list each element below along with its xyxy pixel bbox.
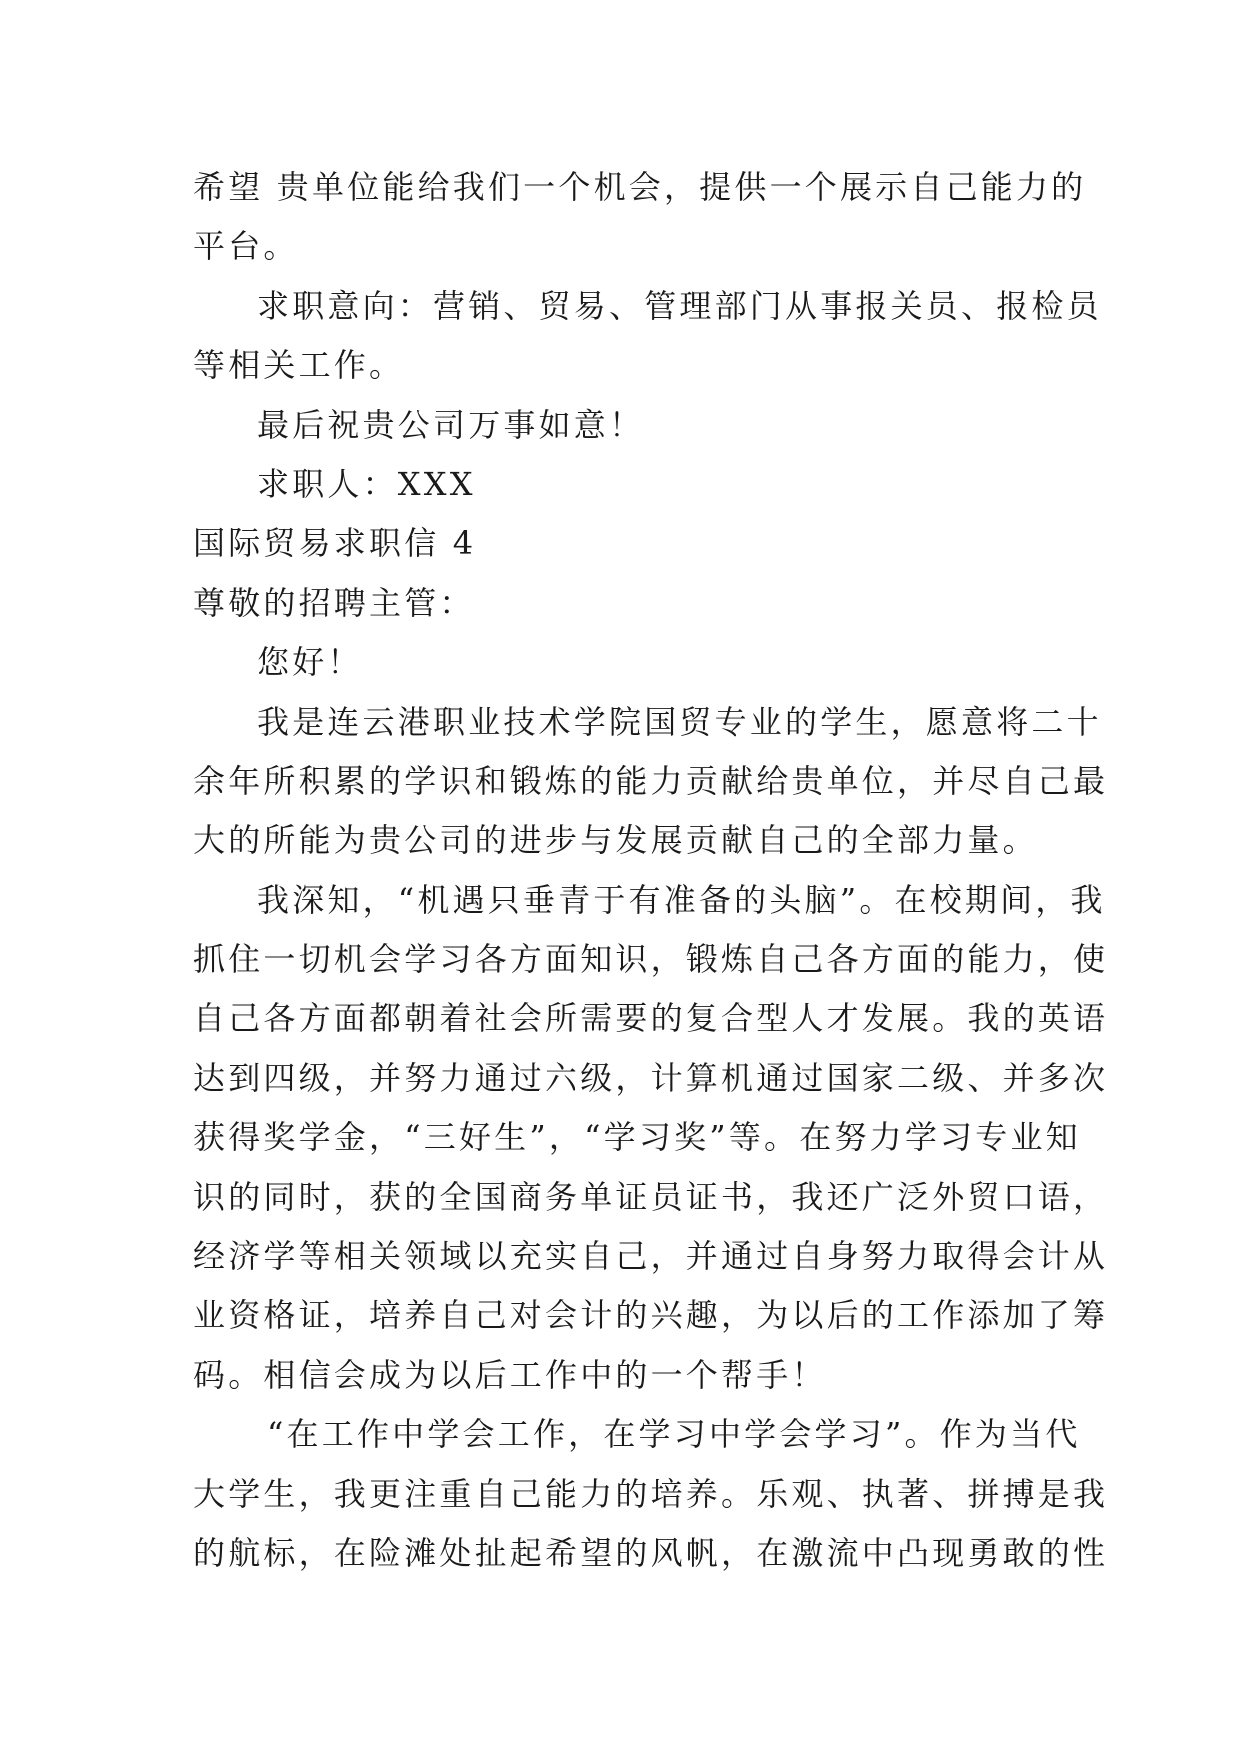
text-line: 希望 贵单位能给我们一个机会，提供一个展示自己能力的	[193, 168, 1087, 206]
document-body	[193, 158, 1109, 1583]
greeting: 您好！	[257, 643, 363, 682]
text-line: 业资格证，培养自己对会计的兴趣，为以后的工作添加了筹	[193, 1296, 1109, 1335]
text-line: 我深知，“机遇只垂青于有准备的头脑”。在校期间，我	[257, 880, 1106, 919]
text-line: 余年所积累的学识和锻炼的能力贡献给贵单位，并尽自己最	[193, 761, 1109, 800]
text-line: 我是连云港职业技术学院国贸专业的学生，愿意将二十	[257, 702, 1102, 741]
applicant-signature: 求职人：XXX	[257, 464, 476, 503]
text-line: 识的同时，获的全国商务单证员证书，我还广泛外贸口语，	[193, 1177, 1109, 1216]
section-heading: 国际贸易求职信 4	[193, 524, 477, 563]
text-line: 等相关工作。	[193, 346, 405, 385]
text-line: 抓住一切机会学习各方面知识，锻炼自己各方面的能力，使	[193, 940, 1109, 979]
text-line: 自己各方面都朝着社会所需要的复合型人才发展。我的英语	[193, 999, 1109, 1038]
text-line: 的航标，在险滩处扯起希望的风帆，在激流中凸现勇敢的性	[193, 1533, 1109, 1572]
job-intention-line: 求职意向：营销、贸易、管理部门从事报关员、报检员	[257, 286, 1102, 325]
salutation: 尊敬的招聘主管：	[193, 583, 475, 622]
text-line: 大学生，我更注重自己能力的培养。乐观、执著、拼搏是我	[193, 1474, 1109, 1513]
closing-wish: 最后祝贵公司万事如意！	[257, 405, 645, 444]
text-line: 大的所能为贵公司的进步与发展贡献自己的全部力量。	[193, 821, 1038, 860]
text-line: “在工作中学会工作，在学习中学会学习”。作为当代	[267, 1415, 1081, 1454]
text-line: 经济学等相关领域以充实自己，并通过自身努力取得会计从	[193, 1237, 1109, 1276]
text-line: 码。相信会成为以后工作中的一个帮手！	[193, 1355, 827, 1394]
text-line: 平台。	[193, 227, 299, 266]
text-line: 获得奖学金，“三好生”，“学习奖”等。在努力学习专业知	[193, 1118, 1081, 1157]
text-line: 达到四级，并努力通过六级，计算机通过国家二级、并多次	[193, 1058, 1109, 1097]
